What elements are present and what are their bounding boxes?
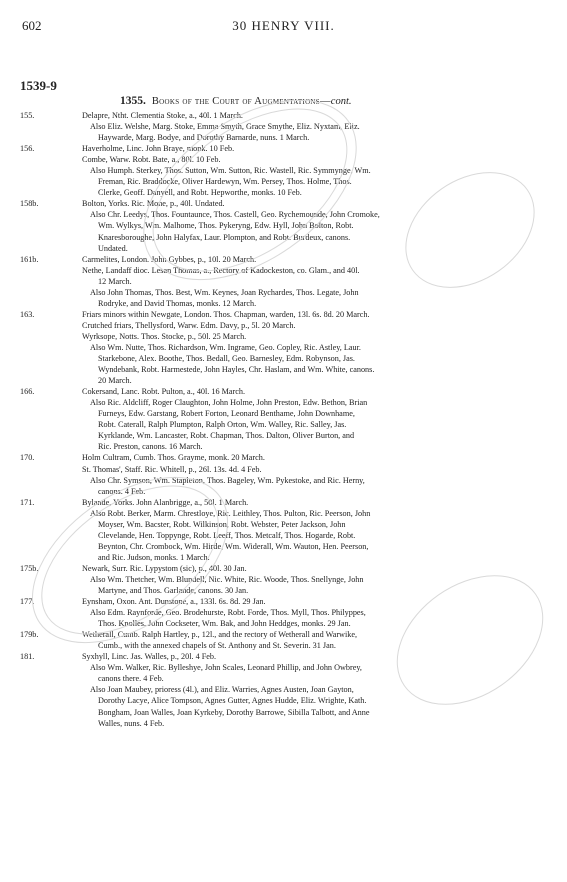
- entry-line: Also Joan Maubey, prioress (4l.), and Eliz. Warries, Agnes Austen, Joan Gayton,: [90, 685, 354, 695]
- entry-text: [82, 596, 550, 629]
- entry-line: Cumb., with the annexed chapels of St. Anthony and St. Severin. 31 Jan.: [98, 641, 336, 651]
- folio-number: 155.: [20, 111, 35, 120]
- entry-line: Clerke, Geoff. Danyell, and Robt. Hepworthe, monks. 10 Feb.: [98, 188, 302, 198]
- folio-number: 156.: [20, 144, 35, 154]
- entry-line: Bylande, Yorks. John Alanbrigge, a., 50l. 1 March.: [82, 497, 249, 507]
- section-title: Books of the Court of Augmentations—: [151, 96, 331, 107]
- entry-line: Carmelites, London. John Gybbes, p., 10l. 20 March.: [82, 254, 257, 264]
- entry-line: Wetherall, Cumb. Ralph Hartley, p., 12l., and the rectory of Wetherall and Warwike,: [82, 630, 358, 640]
- running-head: 30 HENRY VIII.: [232, 18, 335, 33]
- entry-line: Also Ric. Aldcliff, Roger Claughton, John Holme, John Preston, Edw. Bethon, Brian: [90, 398, 368, 408]
- entry: [20, 198, 550, 253]
- folio-number: 175b.: [20, 563, 39, 573]
- entry-text: [82, 254, 550, 309]
- entry-text: [82, 309, 550, 386]
- entry-line: 20 March.: [98, 376, 132, 386]
- entry-line: Beynton, Chr. Crombock, Wm. Hirde, Wm. Widerall, Wm. Wauton, Hen. Peerson,: [98, 541, 369, 551]
- entry-line: Combe, Warw. Robt. Bate, a., 80l. 10 Feb.: [82, 155, 221, 165]
- section-year: 1355.: [120, 95, 146, 107]
- entry-line: Bongham, Joan Walles, Joan Kyrkeby, Dorothy Barrowe, Sibilla Talbott, and Anne: [98, 707, 370, 717]
- entry-line: Walles, nuns. 4 Feb.: [98, 718, 165, 728]
- entry-line: Freman, Ric. Braddocke, Oliver Hardewyn, Wm. Persey, Thos. Holme, Thos.: [98, 177, 352, 187]
- entry-text: [82, 563, 550, 596]
- entry: [20, 497, 550, 563]
- entry: [20, 143, 550, 198]
- entry-text: [82, 110, 550, 143]
- entry-line: Bolton, Yorks. Ric. Mone, p., 40l. Undated.: [82, 199, 225, 209]
- entry-line: Martyne, and Thos. Garlande, canons. 30 Jan.: [98, 586, 249, 596]
- section-cont: cont.: [330, 96, 352, 107]
- entry-text: [82, 386, 550, 452]
- entry: [20, 254, 550, 309]
- folio-number: 163.: [20, 309, 35, 319]
- entry-line: Also Robt. Berker, Marm. Chrestloye, Ric. Leithley, Thos. Pulton, Ric. Peerson, John: [90, 508, 371, 518]
- entry-line: Wm. Wylkys, Wm. Malhome, Thos. Pykeryng, Edw. Hyll, John Bolton, Robt.: [98, 221, 354, 231]
- entry-line: Crutched friars, Thellysford, Warw. Edm. Davy, p., 5l. 20 March.: [82, 320, 296, 330]
- entry-line: Also Edm. Raynforde, Geo. Brodehurste, Robt. Forde, Thos. Myll, Thos. Philyppes,: [90, 608, 366, 618]
- section-heading: [120, 95, 351, 107]
- entry-text: [82, 452, 550, 496]
- entry-line: canons. 4 Feb.: [98, 486, 146, 496]
- entry-line: Rodryke, and David Thomas, monks. 12 March.: [98, 298, 257, 308]
- entry-line: Kyrklande, Wm. Lancaster, Robt. Chapman, Thos. Dalton, Oliver Burton, and: [98, 431, 355, 441]
- entry-list: [20, 110, 550, 729]
- entry-text: [82, 143, 550, 198]
- entry-line: Holm Cultram, Cumb. Thos. Grayme, monk. 20 March.: [82, 453, 265, 463]
- entry-text: [82, 651, 550, 728]
- entry-line: Friars minors within Newgate, London. Thos. Chapman, warden, 13l. 6s. 8d. 20 March.: [82, 309, 370, 319]
- folio-number: 171.: [20, 497, 35, 507]
- entry: [20, 629, 550, 651]
- entry-line: Also Wm. Nutte, Thos. Richardson, Wm. Ingrame, Geo. Copley, Ric. Astley, Laur.: [90, 342, 361, 352]
- entry-line: Also Humph. Sterkey, Thos. Sutton, Wm. Sutton, Ric. Wastell, Ric. Symmynge, Wm.: [90, 166, 371, 176]
- entry: [20, 110, 550, 143]
- entry: [20, 386, 550, 452]
- entry-line: Undated.: [98, 243, 128, 253]
- entry-line: Robt. Caterall, Ralph Plumpton, Ralph Orton, Wm. Walley, Ric. Salley, Jas.: [98, 420, 347, 430]
- entry-line: Furneys, Edw. Garstang, Robert Forton, Leonard Benthame, John Downhame,: [98, 409, 355, 419]
- folio-number: 177.: [20, 597, 35, 607]
- page-number: 602: [22, 18, 42, 33]
- entry-line: Haverholme, Linc. John Braye, monk. 10 Feb.: [82, 144, 235, 154]
- margin-year: 1539-9: [20, 78, 57, 93]
- entry-line: 12 March.: [98, 276, 132, 286]
- entry-line: Clevelande, Hen. Toppynge, Robt. Leeff, Thos. Metcalf, Thos. Hogarde, Robt.: [98, 530, 356, 540]
- folio-number: 179b.: [20, 630, 39, 640]
- entry-line: Nethe, Landaff dioc. Lesan Thomas, a., Rectory of Kadockeston, co. Glam., and 40l.: [82, 265, 360, 275]
- entry-line: and Ric. Judson, monks. 1 March.: [98, 552, 210, 562]
- entry-line: Ric. Preston, canons. 16 March.: [98, 442, 203, 452]
- entry-text: [82, 198, 550, 253]
- entry-line: Delapre, Ntht. Clementia Stoke, a., 40l. 1 March.: [82, 111, 243, 120]
- entry-line: Also Eliz. Welshe, Marg. Stoke, Emma Smyth, Grace Smythe, Eliz. Nyxtam, Eliz.: [90, 122, 360, 132]
- entry-line: Dorothy Lacye, Alice Tompson, Agnes Gutter, Agnes Hudde, Eliz. Wrighte, Kath.: [98, 696, 367, 706]
- entry-line: Haywarde, Marg. Bodye, and Dorothy Barnarde, nuns. 1 March.: [98, 133, 310, 143]
- entry-line: Also Chr. Symson, Wm. Stapleton, Thos. Bageley, Wm. Pykestoke, and Ric. Herny,: [90, 475, 365, 485]
- entry-line: Syxhyll, Linc. Jas. Walles, p., 20l. 4 Feb.: [82, 652, 217, 662]
- entry: [20, 452, 550, 496]
- entry-line: canons there. 4 Feb.: [98, 674, 164, 684]
- folio-number: 170.: [20, 453, 35, 463]
- entry-line: Also Wm. Thetcher, Wm. Blundell, Nic. White, Ric. Woode, Thos. Snellynge, John: [90, 574, 364, 584]
- folio-number: 166.: [20, 387, 35, 397]
- folio-number: 161b.: [20, 254, 39, 264]
- entry: [20, 651, 550, 728]
- folio-number: 158b.: [20, 199, 39, 209]
- entry-line: Starkebone, Alex. Boothe, Thos. Bedall, Geo. Barnesley, Edm. Robynson, Jas.: [98, 354, 355, 364]
- entry-line: Also John Thomas, Thos. Best, Wm. Keynes, Joan Rychardes, Thos. Legate, John: [90, 287, 359, 297]
- entry-line: Eynsham, Oxon. Ant. Dunstone, a., 133l. 6s. 8d. 29 Jan.: [82, 597, 266, 607]
- entry-line: St. Thomas', Staff. Ric. Whitell, p., 26l. 13s. 4d. 4 Feb.: [82, 464, 262, 474]
- entry-text: [82, 629, 550, 651]
- entry: [20, 563, 550, 596]
- entry-line: Moyser, Wm. Bacster, Robt. Wilkinson, Robt. Webster, Peter Jackson, John: [98, 519, 346, 529]
- folio-number: 181.: [20, 652, 35, 662]
- entry-line: Knaresboroughe, John Halyfax, Laur. Plompton, and Robt. Burdeux, canons.: [98, 232, 351, 242]
- entry-line: Also Wm. Walker, Ric. Bylleshye, John Scales, Leonard Phillip, and John Owbrey,: [90, 663, 362, 673]
- entry-line: Wyrksope, Notts. Thos. Stocke, p., 50l. 25 March.: [82, 331, 247, 341]
- entry-line: Newark, Surr. Ric. Lypystom (sic), p., 40l. 30 Jan.: [82, 563, 247, 573]
- entry-line: Wyndebank, Robt. Harmestede, John Hayles, Chr. Haslam, and Wm. White, canons.: [98, 365, 375, 375]
- entry-line: Cokersand, Lanc. Robt. Pulton, a., 40l. 16 March.: [82, 387, 246, 397]
- entry-line: Thos. Knolles, John Cockseter, Wm. Bak, and John Heddges, monks. 29 Jan.: [98, 619, 351, 629]
- entry: [20, 309, 550, 386]
- entry: [20, 596, 550, 629]
- entry-text: [82, 497, 550, 563]
- entry-line: Also Chr. Leedys, Thos. Fountaunce, Thos. Castell, Geo. Rychemounde, John Cromoke,: [90, 210, 380, 220]
